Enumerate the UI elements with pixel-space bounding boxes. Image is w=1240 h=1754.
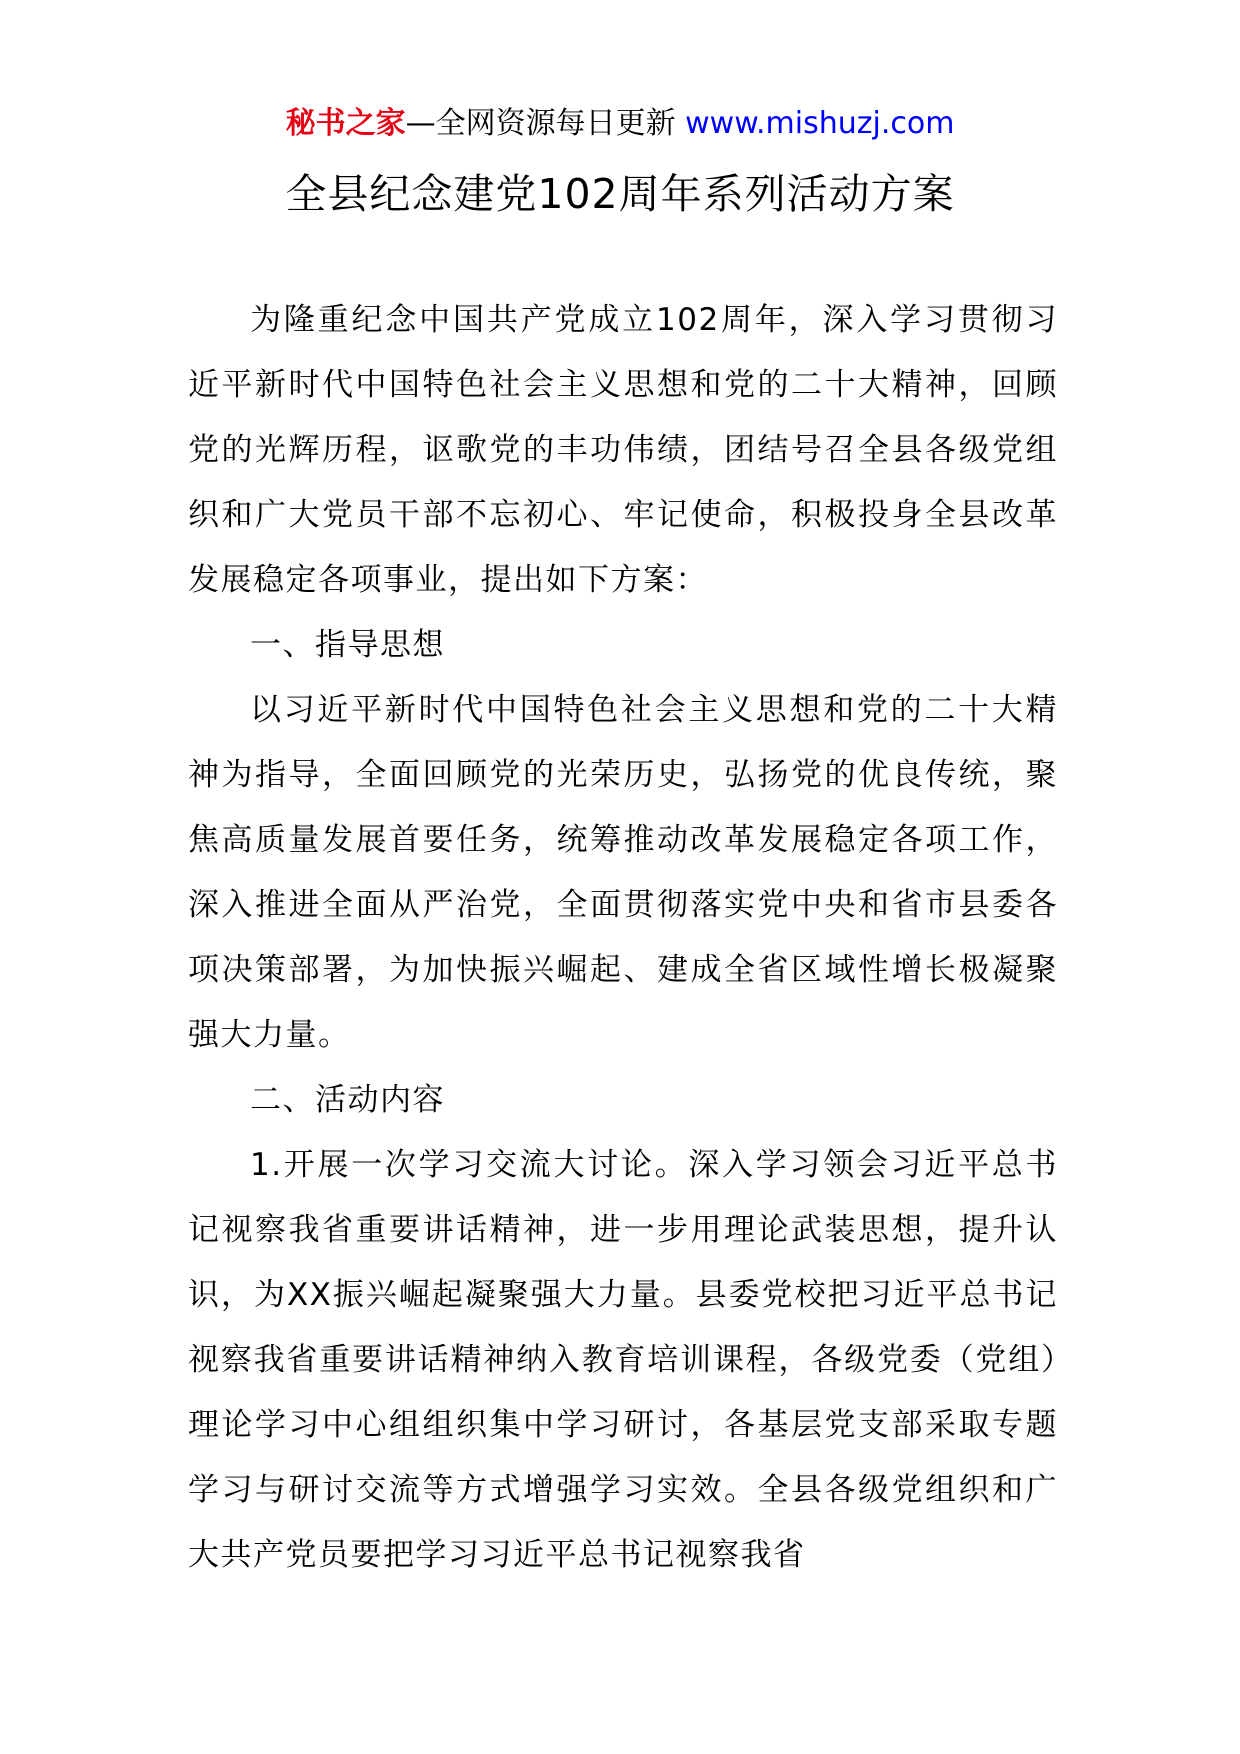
site-header — [0, 104, 1240, 144]
section-heading-activities: 二、活动内容 — [250, 1082, 445, 1118]
document-body — [188, 288, 1058, 1588]
site-url[interactable]: www.mishuzj.com — [685, 106, 955, 141]
activity-1-paragraph: 1.开展一次学习交流大讨论。深入学习领会习近平总书记视察我省重要讲话精神，进一步用理论武装思想，提升认识，为XX振兴崛起凝聚强大力量。县委党校把习近平总书记视察我省重要讲话精神纳入教育培训课程，各级党委（党组）理论学习中心组组织集中学习研讨，各基层党支部采取专题学习与研讨交流等方式增强学习实效。全县各级党组织和广大共产党员要把学习习近平总书记视察我省 — [188, 1147, 1058, 1573]
site-brand: 秘书之家 — [285, 106, 406, 141]
section-heading-guiding-thought: 一、指导思想 — [250, 627, 445, 663]
intro-paragraph: 为隆重纪念中国共产党成立102周年，深入学习贯彻习近平新时代中国特色社会主义思想和党的二十大精神，回顾党的光辉历程，讴歌党的丰功伟绩，团结号召全县各级党组织和广大党员干部不忘初心、牢记使命，积极投身全县改革发展稳定各项事业，提出如下方案： — [188, 302, 1058, 598]
guiding-thought-paragraph: 以习近平新时代中国特色社会主义思想和党的二十大精神为指导，全面回顾党的光荣历史，弘扬党的优良传统，聚焦高质量发展首要任务，统筹推动改革发展稳定各项工作，深入推进全面从严治党，全面贯彻落实党中央和省市县委各项决策部署，为加快振兴崛起、建成全省区域性增长极凝聚强大力量。 — [188, 692, 1058, 1053]
site-tagline: —全网资源每日更新 — [405, 106, 686, 141]
document-title: 全县纪念建党102周年系列活动方案 — [285, 170, 955, 218]
